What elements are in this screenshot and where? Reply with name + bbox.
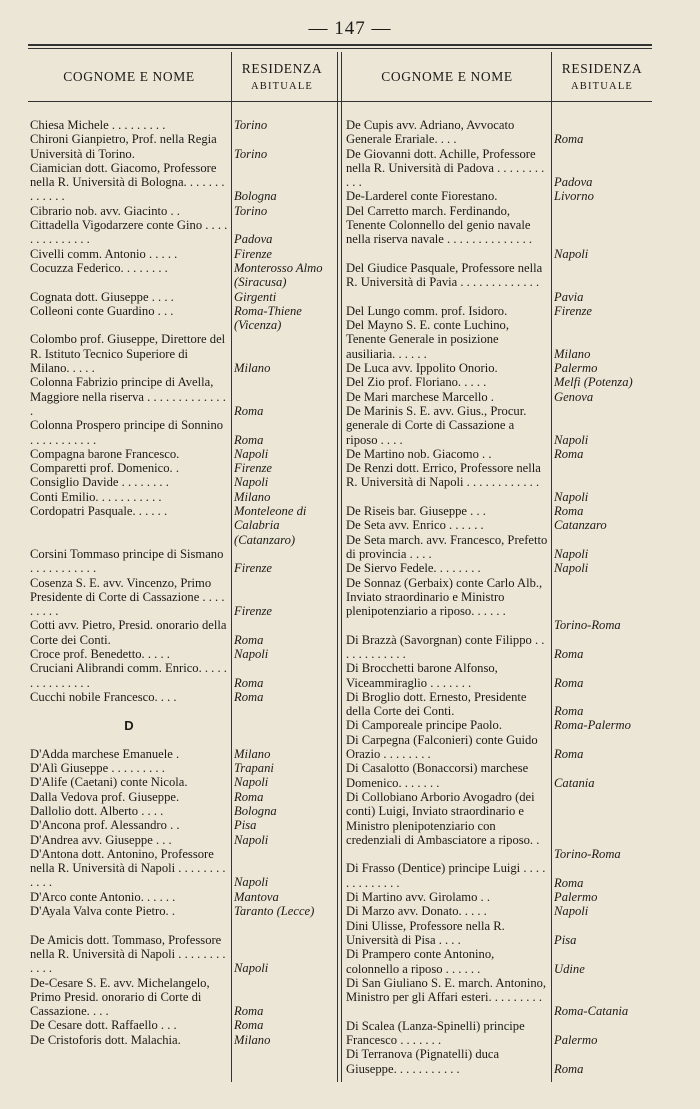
entry-row — [30, 261, 336, 290]
entry-residence: Napoli — [234, 961, 269, 976]
entry-row — [30, 290, 336, 304]
entry-name: Di Camporeale principe Paolo. — [346, 718, 502, 733]
entry-name: De Seta avv. Enrico . . . . . . — [346, 518, 484, 533]
entry-row — [30, 775, 336, 789]
entry-row — [346, 533, 652, 562]
entry-residence: Roma-Palermo — [554, 718, 631, 733]
entry-row — [346, 304, 652, 318]
entry-name: Cocuzza Federico. . . . . . . . — [30, 260, 168, 275]
entry-name: De Cupis avv. Adriano, Avvocato Generale Erariale. . . . — [346, 118, 515, 147]
entry-row — [346, 461, 652, 504]
entry-name: Ciamician dott. Giacomo, Professore nella R. Università di Bologna. . . . . . . . . . . . . — [30, 160, 225, 204]
entry-residence: Torino — [234, 146, 268, 161]
entry-residence: Trapani — [234, 761, 274, 776]
entry-name: Chironi Gianpietro, Prof. nella Regia Università di Torino. — [30, 132, 217, 161]
entry-row — [30, 976, 336, 1019]
entry-name: Cosenza S. E. avv. Vincenzo, Primo Presidente di Corte di Cassazione . . . . . . . . . — [30, 575, 225, 619]
entry-name: D'Ayala Valva conte Pietro. . — [30, 904, 175, 919]
entry-residence: Roma — [554, 1061, 584, 1076]
entry-name: De-Larderel conte Fiorestano. — [346, 189, 498, 204]
entry-name: Colleoni conte Guardino . . . — [30, 303, 174, 318]
entry-residence: Monterosso Almo (Siracusa) — [234, 260, 323, 290]
entry-residence: Torino-Roma — [554, 618, 621, 633]
entry-row — [30, 904, 336, 933]
entry-residence: Bologna — [234, 803, 277, 818]
entry-residence: Pavia — [554, 289, 584, 304]
entry-residence: Roma — [234, 675, 264, 690]
entry-residence: Roma-Catania — [554, 1004, 629, 1019]
entry-name: Di Marzo avv. Donato. . . . . — [346, 904, 487, 919]
entry-name: Cibrario nob. avv. Giacinto . . — [30, 203, 180, 218]
entry-name: Conti Emilio. . . . . . . . . . . — [30, 489, 162, 504]
entry-name: Di Carpegna (Falconieri) conte Guido Orazio . . . . . . . . — [346, 732, 538, 762]
entry-name: D'Alife (Caetani) conte Nicola. — [30, 775, 188, 790]
entry-residence: Napoli — [554, 561, 589, 576]
entry-residence: Napoli — [554, 432, 589, 447]
entry-row — [346, 690, 652, 719]
entry-row — [346, 447, 652, 461]
entry-name: De Riseis bar. Giuseppe . . . — [346, 504, 486, 519]
entry-row — [30, 418, 336, 447]
entry-name: Colombo prof. Giuseppe, Direttore del R. Istituto Tecnico Superiore di Milano. . . . . — [30, 332, 226, 376]
entry-name: D'Arco conte Antonio. . . . . . — [30, 889, 176, 904]
right-res-header-title: RESIDENZA — [561, 61, 643, 76]
entry-name: Del Carretto march. Ferdinando, Tenente Colonnello del genio navale nella riserva navale . . . . . . . . . . . . . . — [346, 203, 533, 247]
entry-residence: Bologna — [234, 189, 277, 204]
entry-name: De Giovanni dott. Achille, Professore nella R. Università di Padova . . . . . . . . . . . — [346, 146, 545, 190]
entry-row — [346, 1019, 652, 1048]
entry-residence: Napoli — [234, 875, 269, 890]
entry-name: De Mari marchese Marcello . — [346, 389, 494, 404]
entry-residence: Roma — [234, 432, 264, 447]
entry-residence: Roma — [554, 704, 584, 719]
entry-name: Di Terranova (Pignatelli) duca Giuseppe. . . . . . . . . . . — [346, 1047, 500, 1076]
entry-residence: Livorno — [554, 189, 594, 204]
entry-row — [346, 919, 652, 948]
entry-row — [346, 790, 652, 862]
entry-name: Di Broglio dott. Ernesto, Presidente della Corte dei Conti. — [346, 689, 527, 719]
entry-residence: Pisa — [234, 818, 257, 833]
entry-residence: Roma — [234, 403, 264, 418]
entry-residence: Roma — [234, 1018, 264, 1033]
entry-name: Consiglio Davide . . . . . . . . — [30, 475, 169, 490]
entry-name: Chiesa Michele . . . . . . . . . — [30, 118, 166, 132]
entry-name: De Marinis S. E. avv. Gius., Procur. generale di Corte di Cassazione a riposo . . . . — [346, 403, 527, 447]
left-res-header-sub: ABITUALE — [250, 81, 314, 92]
entry-name: Del Giudice Pasquale, Professore nella R. Università di Pavia . . . . . . . . . . . . . — [346, 260, 543, 290]
entry-name: De Cristoforis dott. Malachia. — [30, 1032, 181, 1047]
entry-name: Dini Ulisse, Professore nella R. Università di Pisa . . . . — [346, 918, 505, 947]
section-spacer — [30, 732, 336, 746]
entry-residence: Roma-Thiene (Vicenza) — [234, 303, 302, 333]
entry-row — [346, 904, 652, 918]
entry-residence: Torino — [234, 118, 268, 132]
entry-name: De Martino nob. Giacomo . . — [346, 446, 492, 461]
entry-row — [346, 861, 652, 890]
entry-name: De Seta march. avv. Francesco, Prefetto di provincia . . . . — [346, 532, 548, 561]
entry-row — [346, 947, 652, 976]
entry-residence: Milano — [554, 346, 591, 361]
entry-row — [30, 818, 336, 832]
entry-residence: Napoli — [234, 446, 269, 461]
entry-name: De Sonnaz (Gerbaix) conte Carlo Alb., Inviato straordinario e Ministro plenipotenziario a riposo. . . . . . — [346, 575, 543, 619]
entry-row — [30, 461, 336, 475]
entry-residence: Roma — [554, 747, 584, 762]
entry-name: Dalla Vedova prof. Giuseppe. — [30, 789, 180, 804]
entry-residence: Firenze — [234, 461, 273, 476]
entry-row — [346, 390, 652, 404]
entry-row — [346, 576, 652, 633]
entry-residence: Firenze — [234, 561, 273, 576]
entry-name: Di Martino avv. Girolamo . . — [346, 890, 490, 905]
top-rule — [28, 44, 652, 46]
left-res-header — [232, 60, 332, 96]
entry-residence: Milano — [234, 489, 271, 504]
entry-residence: Monteleone di Calabria (Catanzaro) — [234, 504, 307, 547]
entry-residence: Milano — [234, 1032, 271, 1047]
entry-row — [346, 976, 652, 1019]
section-spacer — [30, 704, 336, 718]
entry-residence: Roma — [234, 789, 264, 804]
entry-residence: Roma — [554, 675, 584, 690]
entry-residence: Genova — [554, 389, 594, 404]
right-name-header: COGNOME E NOME — [381, 69, 513, 84]
entry-name: Cotti avv. Pietro, Presid. onorario della Corte dei Conti. — [30, 618, 227, 647]
entry-residence: Palermo — [554, 1033, 598, 1048]
entry-name: De Luca avv. Ippolito Onorio. — [346, 361, 498, 376]
entry-row — [30, 1033, 336, 1047]
entry-name: De Amicis dott. Tommaso, Professore nella R. Università di Napoli . . . . . . . . . . . . — [30, 932, 226, 976]
entry-residence: Padova — [554, 175, 593, 190]
entry-row — [30, 504, 336, 547]
entry-row — [346, 518, 652, 532]
entry-name: Di Frasso (Dentice) principe Luigi . . . . . . . . . . . . . — [346, 861, 546, 890]
entry-residence: Catanzaro — [554, 518, 607, 533]
entry-row — [30, 1018, 336, 1032]
entry-row — [30, 247, 336, 261]
entry-residence: Udine — [554, 961, 585, 976]
entry-row — [346, 375, 652, 389]
entry-name: D'Adda marchese Emanuele . — [30, 746, 180, 761]
entry-name: Croce prof. Benedetto. . . . . — [30, 646, 170, 661]
entry-name: Del Mayno S. E. conte Luchino, Tenente Generale in posizione ausiliaria. . . . . . — [346, 318, 509, 361]
entry-row — [346, 761, 652, 790]
entry-name: Colonna Prospero principe di Sonnino . . . . . . . . . . . — [30, 418, 224, 447]
entry-row — [346, 404, 652, 447]
entry-row — [30, 332, 336, 375]
entry-residence: Napoli — [554, 246, 589, 261]
left-name-header: COGNOME E NOME — [63, 69, 195, 84]
entry-name: Di Collobiano Arborio Avogadro (dei conti) Luigi, Inviato straordinario e Ministro plenipotenziario con credenziali di Ambasciatore a riposo. . — [346, 789, 540, 847]
entry-residence: Napoli — [234, 646, 269, 661]
entry-row — [346, 118, 652, 147]
entry-residence: Firenze — [554, 303, 593, 318]
entry-residence: Roma — [234, 632, 264, 647]
entry-name: De Siervo Fedele. . . . . . . . — [346, 561, 481, 576]
entry-residence: Torino-Roma — [554, 847, 621, 862]
entry-row — [346, 318, 652, 361]
entry-residence: Pisa — [554, 932, 577, 947]
entry-residence: Napoli — [554, 546, 589, 561]
entry-residence: Padova — [234, 232, 273, 247]
entry-row — [30, 475, 336, 489]
entry-name: De Renzi dott. Errico, Professore nella R. Università di Napoli . . . . . . . . . . . . — [346, 461, 541, 490]
right-column — [346, 118, 652, 1076]
entry-residence: Napoli — [554, 489, 589, 504]
entry-row — [30, 790, 336, 804]
entry-row — [30, 161, 336, 204]
entry-name: Del Zio prof. Floriano. . . . . — [346, 375, 487, 390]
entry-row — [30, 218, 336, 247]
entry-residence: Roma — [234, 1004, 264, 1019]
entry-row — [30, 933, 336, 976]
entry-residence: Roma — [554, 875, 584, 890]
entry-name: D'Antona dott. Antonino, Professore nella R. Università di Napoli . . . . . . . . . . . . — [30, 846, 226, 890]
section-letter: D — [124, 718, 134, 734]
entry-row — [30, 576, 336, 619]
entry-residence: Melfi (Potenza) — [554, 375, 633, 390]
entry-residence: Firenze — [234, 246, 273, 261]
entry-row — [30, 890, 336, 904]
entry-name: Cordopatri Pasquale. . . . . . — [30, 504, 168, 519]
entry-row — [30, 447, 336, 461]
entry-name: Del Lungo comm. prof. Isidoro. — [346, 303, 508, 318]
entry-row — [346, 504, 652, 518]
entry-residence: Milano — [234, 746, 271, 761]
entry-residence: Napoli — [234, 775, 269, 790]
entry-residence: Roma — [234, 689, 264, 704]
top-rule-thin — [28, 48, 652, 49]
entry-name: Corsini Tommaso principe di Sismano . . . . . . . . . . . — [30, 546, 224, 576]
entry-row — [346, 189, 652, 203]
entry-residence: Mantova — [234, 889, 279, 904]
entry-residence: Girgenti — [234, 289, 277, 304]
left-res-header-title: RESIDENZA — [241, 61, 323, 76]
entry-row — [30, 304, 336, 333]
entry-name: Colonna Fabrizio principe di Avella, Maggiore nella riserva . . . . . . . . . . . . . . — [30, 375, 226, 418]
left-column — [30, 118, 336, 1047]
entry-name: De Cesare dott. Raffaello . . . — [30, 1018, 177, 1033]
entry-row — [346, 147, 652, 190]
entry-residence: Napoli — [234, 475, 269, 490]
entry-name: Di Prampero conte Antonino, colonnello a riposo . . . . . . — [346, 947, 495, 976]
entry-row — [346, 561, 652, 575]
entry-name: D'Ancona prof. Alessandro . . — [30, 818, 180, 833]
entry-name: Cruciani Alibrandi comm. Enrico. . . . . . . . . . . . . . . — [30, 661, 227, 690]
entry-row — [346, 661, 652, 690]
entry-residence: Napoli — [234, 832, 269, 847]
entry-residence: Torino — [234, 203, 268, 218]
right-res-header — [552, 60, 652, 96]
entry-name: De-Cesare S. E. avv. Michelangelo, Primo Presid. onorario di Corte di Cassazione. . . . — [30, 975, 210, 1019]
page-number: — 147 — — [308, 18, 392, 39]
entry-row — [30, 647, 336, 661]
entry-row — [30, 547, 336, 576]
entry-name: Compagna barone Francesco. — [30, 446, 180, 461]
entry-row — [346, 718, 652, 732]
right-res-header-sub: ABITUALE — [570, 81, 634, 92]
entry-row — [346, 204, 652, 261]
entry-name: Cucchi nobile Francesco. . . . — [30, 689, 177, 704]
entry-residence: Catania — [554, 775, 595, 790]
entry-name: Di Brocchetti barone Alfonso, Viceammiraglio . . . . . . . — [346, 661, 498, 690]
entry-residence: Roma — [554, 504, 584, 519]
entry-row — [346, 361, 652, 375]
entry-name: Cognata dott. Giuseppe . . . . — [30, 289, 174, 304]
entry-name: D'Alì Giuseppe . . . . . . . . . — [30, 761, 165, 776]
entry-row — [30, 118, 336, 132]
entry-residence: Roma — [554, 132, 584, 147]
entry-row — [30, 833, 336, 847]
entry-residence: Palermo — [554, 361, 598, 376]
center-double-divider — [337, 52, 342, 1082]
entry-name: Di Scalea (Lanza-Spinelli) principe Francesco . . . . . . . — [346, 1018, 525, 1048]
entry-name: Civelli comm. Antonio . . . . . — [30, 246, 178, 261]
entry-residence: Palermo — [554, 890, 598, 905]
entry-row — [346, 733, 652, 762]
entry-row — [30, 690, 336, 704]
entry-residence: Napoli — [554, 904, 589, 919]
entry-residence: Taranto (Lecce) — [234, 904, 315, 919]
entry-row — [346, 633, 652, 662]
entry-residence: Roma — [554, 446, 584, 461]
entry-row — [346, 890, 652, 904]
entry-row — [30, 618, 336, 647]
entry-name: D'Andrea avv. Giuseppe . . . — [30, 832, 172, 847]
entry-row — [346, 1047, 652, 1076]
entry-row — [30, 804, 336, 818]
entry-row — [30, 132, 336, 161]
entry-residence: Firenze — [234, 604, 273, 619]
entry-row — [30, 761, 336, 775]
entry-name: Dallolio dott. Alberto . . . . — [30, 803, 164, 818]
entry-row — [30, 375, 336, 418]
entry-row — [30, 847, 336, 890]
entry-row — [30, 661, 336, 690]
entry-name: Di San Giuliano S. E. march. Antonino, Ministro per gli Affari esteri. . . . . . . . . — [346, 975, 547, 1005]
entry-row — [346, 261, 652, 304]
entry-row — [30, 747, 336, 761]
entry-name: Comparetti prof. Domenico. . — [30, 461, 179, 476]
entry-residence: Milano — [234, 361, 271, 376]
entry-residence: Roma — [554, 646, 584, 661]
entry-name: Di Brazzà (Savorgnan) conte Filippo . . . . . . . . . . . . — [346, 632, 545, 661]
entry-name: Cittadella Vigodarzere conte Gino . . . . . . . . . . . . . . — [30, 218, 228, 247]
entry-row — [30, 204, 336, 218]
entry-name: Di Casalotto (Bonaccorsi) marchese Domenico. . . . . . . — [346, 761, 529, 790]
entry-row — [30, 490, 336, 504]
